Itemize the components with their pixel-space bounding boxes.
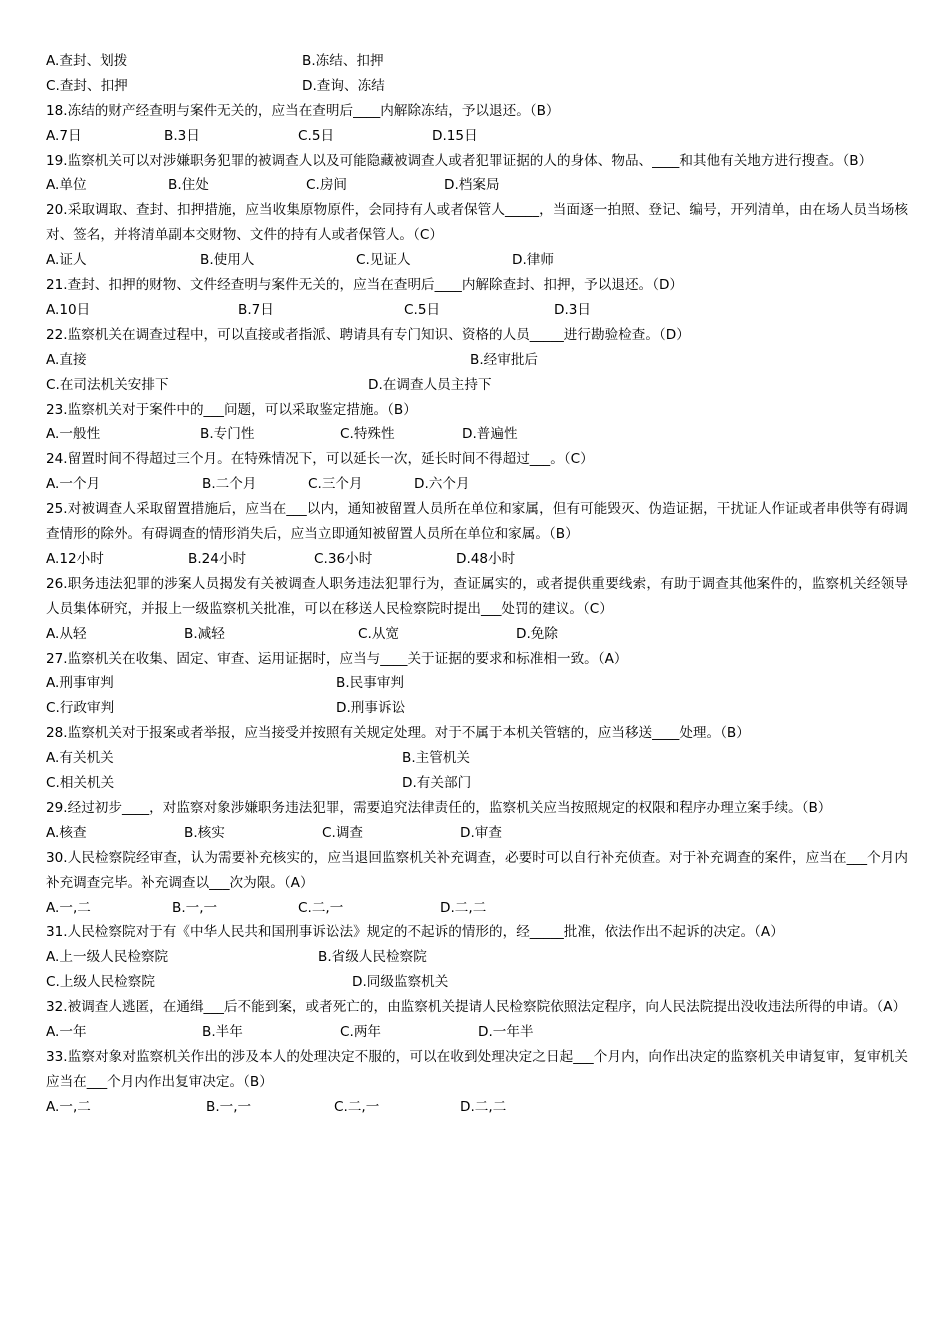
option-text: A.刑事审判 bbox=[46, 675, 114, 692]
option-text: D.六个月 bbox=[414, 476, 470, 493]
option-text: C.在司法机关安排下 bbox=[46, 376, 169, 393]
question-text: 29.经过初步____，对监察对象涉嫌职务违法犯罪，需要追究法律责任的，监察机关应当按照规定的权限和程序办理立案手续。（B） bbox=[46, 799, 832, 816]
option-text: B.7日 bbox=[238, 301, 274, 318]
option-text: B.经审批后 bbox=[470, 351, 539, 368]
option-text: B.使用人 bbox=[200, 252, 255, 269]
question-text: 27.监察机关在收集、固定、审查、运用证据时，应当与____关于证据的要求和标准相一致。（A） bbox=[46, 650, 628, 667]
option-row bbox=[46, 348, 908, 373]
option-row bbox=[46, 74, 908, 99]
option-text: A.上一级人民检察院 bbox=[46, 949, 169, 966]
option-text: D.有关部门 bbox=[402, 775, 472, 792]
question-text: 20.采取调取、查封、扣押措施，应当收集原物原件，会同持有人或者保管人_____，当面逐一拍照、登记、编号，开列清单，由在场人员当场核对、签名，并将清单副本交财物、文件的持有人或者保管人。（C） bbox=[46, 202, 908, 244]
option-text: A.7日 bbox=[46, 127, 82, 144]
option-text: A.一,二 bbox=[46, 1098, 91, 1115]
option-text: C.三个月 bbox=[308, 476, 363, 493]
option-text: D.刑事诉讼 bbox=[336, 700, 406, 717]
option-row bbox=[46, 373, 908, 398]
option-row bbox=[46, 671, 908, 696]
option-text: D.审查 bbox=[460, 824, 502, 841]
question-text: 33.监察对象对监察机关作出的涉及本人的处理决定不服的，可以在收到处理决定之日起___个月内，向作出决定的监察机关申请复审，复审机关应当在___个月内作出复审决定。（B） bbox=[46, 1048, 908, 1090]
option-text: A.一个月 bbox=[46, 476, 101, 493]
option-text: B.主管机关 bbox=[402, 750, 471, 767]
option-row bbox=[46, 896, 908, 921]
option-row bbox=[46, 970, 908, 995]
option-text: D.二,二 bbox=[440, 899, 487, 916]
option-text: C.房间 bbox=[306, 177, 348, 194]
option-row bbox=[46, 49, 908, 74]
option-text: B.一,一 bbox=[172, 899, 218, 916]
option-row bbox=[46, 298, 908, 323]
question-text: 21.查封、扣押的财物、文件经查明与案件无关的，应当在查明后____内解除查封、扣押，予以退还。（D） bbox=[46, 277, 684, 294]
option-text: C.上级人民检察院 bbox=[46, 974, 155, 991]
option-text: B.省级人民检察院 bbox=[318, 949, 427, 966]
option-text: D.律师 bbox=[512, 252, 554, 269]
question-text: 31.人民检察院对于有《中华人民共和国刑事诉讼法》规定的不起诉的情形的，经_____批准，依法作出不起诉的决定。（A） bbox=[46, 924, 784, 941]
option-text: A.一般性 bbox=[46, 426, 101, 443]
option-row bbox=[46, 746, 908, 771]
option-text: D.48小时 bbox=[456, 550, 516, 567]
option-text: A.核查 bbox=[46, 824, 87, 841]
option-text: C.5日 bbox=[298, 127, 335, 144]
exam-page bbox=[46, 49, 908, 1120]
option-text: D.同级监察机关 bbox=[352, 974, 449, 991]
option-text: A.证人 bbox=[46, 252, 87, 269]
option-text: B.减轻 bbox=[184, 625, 225, 642]
question-text: 24.留置时间不得超过三个月。在特殊情况下，可以延长一次，延长时间不得超过___。（C） bbox=[46, 451, 594, 468]
option-text: B.住处 bbox=[168, 177, 209, 194]
question-text: 19.监察机关可以对涉嫌职务犯罪的被调查人以及可能隐藏被调查人或者犯罪证据的人的身体、物品、____和其他有关地方进行搜查。（B） bbox=[46, 152, 873, 169]
option-text: A.单位 bbox=[46, 177, 87, 194]
option-text: A.一年 bbox=[46, 1024, 87, 1041]
option-text: B.一,一 bbox=[206, 1098, 252, 1115]
option-row bbox=[46, 248, 908, 273]
option-row bbox=[46, 422, 908, 447]
option-text: B.二个月 bbox=[202, 476, 257, 493]
option-text: C.36小时 bbox=[314, 550, 373, 567]
option-text: C.调查 bbox=[322, 824, 364, 841]
option-text: C.两年 bbox=[340, 1024, 382, 1041]
option-text: B.24小时 bbox=[188, 550, 247, 567]
option-text: D.免除 bbox=[516, 625, 558, 642]
option-text: C.二,一 bbox=[298, 899, 344, 916]
option-row bbox=[46, 771, 908, 796]
option-text: D.二,二 bbox=[460, 1098, 507, 1115]
option-text: D.查询、冻结 bbox=[302, 77, 385, 94]
question-text: 18.冻结的财产经查明与案件无关的，应当在查明后____内解除冻结，予以退还。（B） bbox=[46, 102, 560, 119]
question-text: 32.被调查人逃匿，在通缉___后不能到案，或者死亡的，由监察机关提请人民检察院依照法定程序，向人民法院提出没收违法所得的申请。（A） bbox=[46, 999, 907, 1016]
option-text: D.15日 bbox=[432, 127, 478, 144]
option-text: A.12小时 bbox=[46, 550, 104, 567]
question-text: 22.监察机关在调查过程中，可以直接或者指派、聘请具有专门知识、资格的人员_____进行勘验检查。（D） bbox=[46, 326, 690, 343]
option-text: C.行政审判 bbox=[46, 700, 115, 717]
question-text: 25.对被调查人采取留置措施后，应当在___以内，通知被留置人员所在单位和家属，但有可能毁灭、伪造证据，干扰证人作证或者串供等有碍调查情形的除外。有碍调查的情形消失后，应当立即通知被留置人员所在单位和家属。（B） bbox=[46, 501, 908, 543]
option-row bbox=[46, 945, 908, 970]
option-text: A.一,二 bbox=[46, 899, 91, 916]
option-row bbox=[46, 696, 908, 721]
option-text: D.在调查人员主持下 bbox=[368, 376, 492, 393]
option-text: D.普遍性 bbox=[462, 426, 518, 443]
option-text: C.从宽 bbox=[358, 625, 400, 642]
option-text: B.冻结、扣押 bbox=[302, 53, 384, 69]
option-text: D.3日 bbox=[554, 301, 592, 318]
option-text: C.5日 bbox=[404, 301, 441, 318]
option-text: B.核实 bbox=[184, 824, 225, 841]
option-text: C.见证人 bbox=[356, 252, 411, 269]
option-row bbox=[46, 173, 908, 198]
option-text: B.3日 bbox=[164, 127, 200, 144]
option-row bbox=[46, 1020, 908, 1045]
question-text: 23.监察机关对于案件中的___问题，可以采取鉴定措施。（B） bbox=[46, 401, 417, 418]
option-text: D.一年半 bbox=[478, 1024, 534, 1041]
question-text: 30.人民检察院经审查，认为需要补充核实的，应当退回监察机关补充调查，必要时可以自行补充侦查。对于补充调查的案件，应当在___个月内补充调查完毕。补充调查以___次为限。（A） bbox=[46, 849, 908, 891]
option-row bbox=[46, 821, 908, 846]
option-text: A.从轻 bbox=[46, 625, 87, 642]
option-text: C.二,一 bbox=[334, 1098, 380, 1115]
option-row bbox=[46, 124, 908, 149]
option-row bbox=[46, 472, 908, 497]
option-text: A.10日 bbox=[46, 301, 91, 318]
option-row bbox=[46, 547, 908, 572]
option-text: C.特殊性 bbox=[340, 426, 395, 443]
option-row bbox=[46, 622, 908, 647]
question-text: 26.职务违法犯罪的涉案人员揭发有关被调查人职务违法犯罪行为，查证属实的，或者提供重要线索，有助于调查其他案件的，监察机关经领导人员集体研究，并报上一级监察机关批准，可以在移送人民检察院时提出___处罚的建议。（C） bbox=[46, 575, 908, 617]
question-text: 28.监察机关对于报案或者举报，应当接受并按照有关规定处理。对于不属于本机关管辖的，应当移送____处理。（B） bbox=[46, 725, 750, 742]
option-text: B.民事审判 bbox=[336, 675, 405, 692]
option-text: B.半年 bbox=[202, 1024, 243, 1041]
option-text: A.直接 bbox=[46, 351, 87, 368]
option-text: A.查封、划拨 bbox=[46, 53, 128, 69]
option-text: A.有关机关 bbox=[46, 750, 114, 767]
option-text: B.专门性 bbox=[200, 426, 255, 443]
option-text: C.相关机关 bbox=[46, 775, 115, 792]
option-row bbox=[46, 1095, 908, 1120]
option-text: D.档案局 bbox=[444, 177, 500, 194]
option-text: C.查封、扣押 bbox=[46, 77, 128, 94]
